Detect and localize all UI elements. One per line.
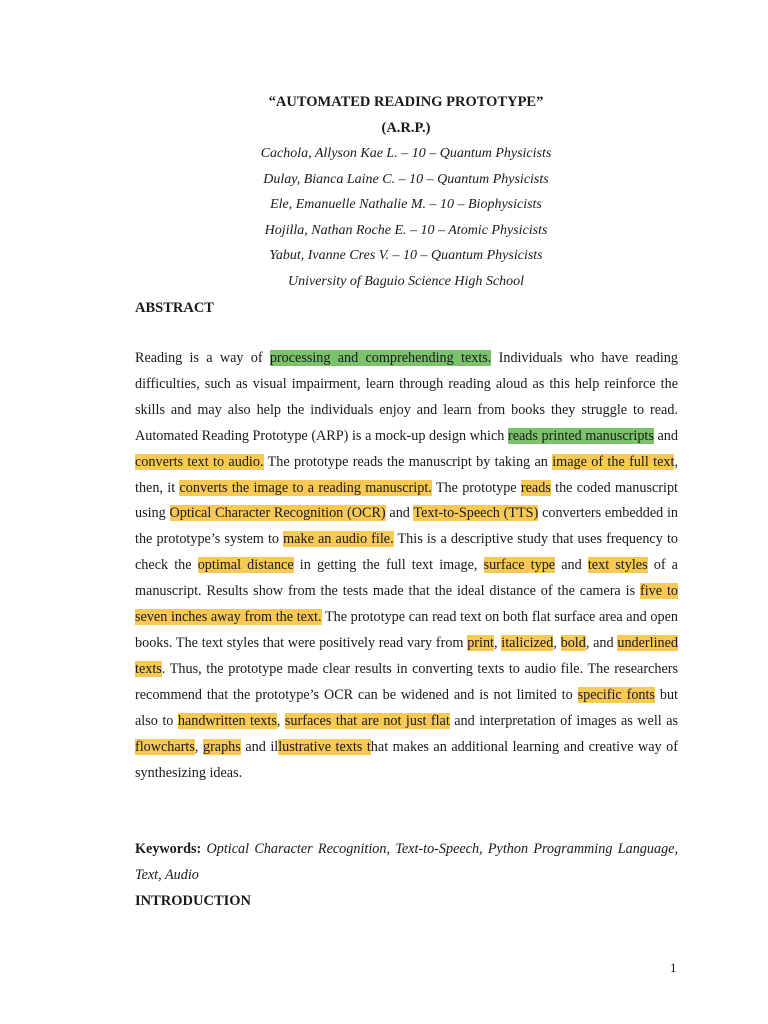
author-line: Ele, Emanuelle Nathalie M. – 10 – Biophysicists (270, 197, 542, 212)
highlighted-text: Text-to-Speech (TTS) (413, 505, 539, 522)
highlighted-text: print (467, 634, 494, 651)
abstract-text: in getting the full text image, (293, 557, 484, 574)
highlighted-text: Optical Character Recognition (OCR) (169, 505, 386, 522)
highlighted-text: make an audio file. (283, 531, 394, 548)
abstract-text: and interpretation of images as well as (449, 712, 679, 729)
highlighted-text: text styles (587, 557, 648, 574)
highlighted-text: converts the image to a reading manuscript. (179, 479, 432, 496)
abstract-text: Individuals who have reading difficulties, such as visual impairment, learn through reading aloud as this help reinforce the skills and may also help the individuals enjoy and learn from books they struggle to read. Automated Reading Prototype (ARP) is a mock-up design which (135, 350, 678, 444)
highlighted-text: processing and comprehending texts. (269, 350, 492, 366)
abstract-text: hat makes an additional learning and creative way of synthesizing ideas. (135, 738, 678, 781)
highlighted-text: lustrative texts t (278, 738, 371, 755)
highlighted-text: five to seven inches away from the text. (135, 583, 678, 626)
keywords (135, 837, 678, 889)
author-line: Cachola, Allyson Kae L. – 10 – Quantum Physicists (260, 146, 552, 161)
keywords-text: Optical Character Recognition, Text-to-Speech, Python Programming Language, Text, Audio (135, 841, 679, 883)
abstract-text: The prototype (431, 479, 521, 496)
abstract-text: , then, it (135, 453, 678, 496)
abstract-body (135, 346, 678, 786)
abstract-text: and il (240, 738, 279, 755)
paper-subtitle: (A.R.P.) (381, 120, 431, 136)
highlighted-text: surface type (483, 557, 556, 574)
school-line: University of Baguio Science High School (288, 274, 524, 289)
highlighted-text: optimal distance (197, 557, 294, 574)
highlighted-text: handwritten texts (177, 712, 277, 729)
abstract-text: The prototype reads the manuscript by taking an (263, 453, 553, 470)
highlighted-text: reads printed manuscripts (507, 427, 654, 444)
highlighted-text: image of the full text (552, 453, 675, 470)
abstract-text: and (653, 427, 678, 444)
highlighted-text: graphs (202, 738, 241, 755)
abstract-text: . Thus, the prototype made clear results in converting texts to audio file. The researchers recommend that the prototype’s OCR can be widened and is not limited to (135, 660, 678, 703)
abstract-text: , (194, 738, 203, 755)
abstract-text: converters embedded in the prototype’s system to (135, 505, 679, 548)
abstract-text: , (553, 634, 561, 651)
highlighted-text: reads (520, 479, 551, 496)
highlighted-text: bold (560, 634, 586, 651)
author-line: Dulay, Bianca Laine C. – 10 – Quantum Physicists (263, 172, 549, 187)
highlighted-text: flowcharts (135, 738, 195, 755)
highlighted-text: specific fonts (577, 686, 655, 703)
author-line: Hojilla, Nathan Roche E. – 10 – Atomic Physicists (264, 223, 548, 238)
introduction-heading: INTRODUCTION (135, 893, 252, 909)
abstract-text: and (555, 557, 588, 574)
keywords-label: Keywords: (135, 841, 202, 857)
highlighted-text: converts text to audio. (135, 453, 264, 470)
highlighted-text: italicized (501, 634, 554, 651)
abstract-text: but also to (135, 686, 679, 729)
abstract-text: of a manuscript. Results show from the tests made that the ideal distance of the camera is (135, 557, 678, 600)
paper-title: “AUTOMATED READING PROTOTYPE” (268, 94, 544, 110)
abstract-text: This is a descriptive study that uses frequency to check the (135, 531, 678, 574)
abstract-text: and (385, 505, 414, 522)
highlighted-text: underlined texts (135, 634, 679, 677)
author-line: Yabut, Ivanne Cres V. – 10 – Quantum Physicists (269, 248, 543, 263)
abstract-text: , and (585, 634, 618, 651)
page-number: 1 (670, 960, 677, 975)
abstract-text: The prototype can read text on both flat surface area and open books. The text styles that were positively read vary from (135, 609, 679, 651)
abstract-text: , (494, 634, 502, 651)
highlighted-text: surfaces that are not just flat (284, 712, 450, 729)
abstract-text: Reading is a way of (135, 350, 270, 366)
abstract-heading: ABSTRACT (135, 300, 214, 316)
abstract-text: , (276, 712, 285, 729)
abstract-text: the coded manuscript using (135, 479, 678, 522)
